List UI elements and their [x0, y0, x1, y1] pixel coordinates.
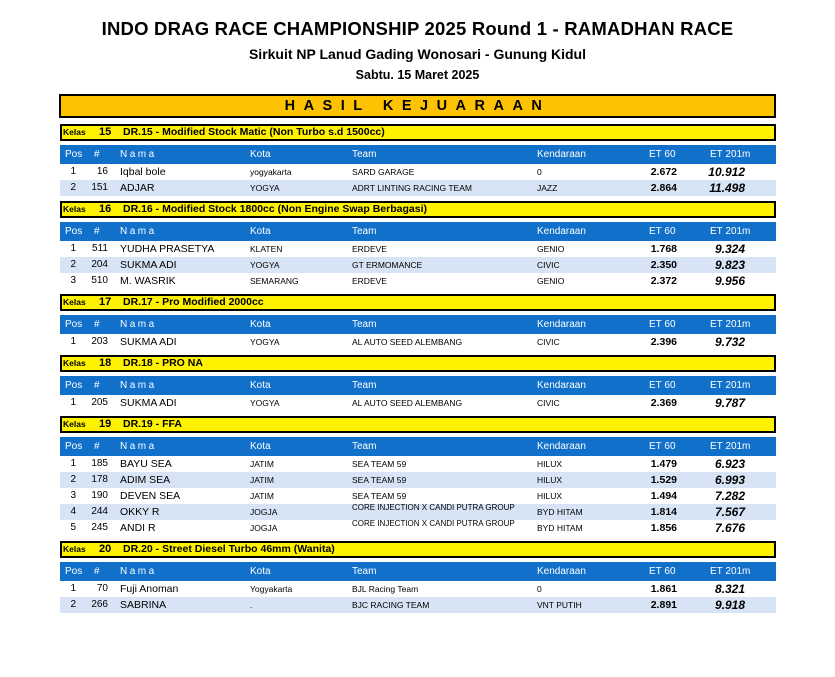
- class-section: [60, 416, 776, 536]
- col-team-cell: AL AUTO SEED ALEMBANG: [352, 398, 463, 408]
- col-kendaraan-cell: BYD HITAM: [537, 523, 583, 533]
- col-kota-cell: YOGYA: [250, 398, 280, 408]
- col-team-cell: SEA TEAM 59: [352, 459, 407, 469]
- column-header-row: [60, 145, 776, 164]
- col-kota-header: Kota: [250, 441, 271, 452]
- col-pos-header: Pos: [65, 566, 83, 577]
- col-pos-cell: 1: [70, 336, 76, 347]
- col-team-cell: ERDEVE: [352, 276, 387, 286]
- col-et201m-cell: 7.282: [714, 489, 745, 503]
- col-kota-header: Kota: [250, 319, 271, 330]
- col-et60-header: ET 60: [649, 226, 676, 237]
- class-bar: [60, 124, 776, 141]
- col-et201m-cell: 10.912: [708, 165, 745, 179]
- col-et201m-cell: 6.993: [714, 473, 745, 487]
- col-et201m-cell: 9.324: [714, 242, 745, 256]
- col-kendaraan-header: Kendaraan: [537, 319, 586, 330]
- class-name: DR.15 - Modified Stock Matic (Non Turbo s.d 1500cc): [123, 126, 385, 138]
- col-et60-header: ET 60: [649, 380, 676, 391]
- col-kendaraan-cell: CIVIC: [537, 337, 560, 347]
- col-kendaraan-cell: JAZZ: [537, 183, 558, 193]
- col-pos-cell: 4: [70, 506, 76, 517]
- col-et60-cell: 2.372: [650, 275, 677, 287]
- col-kendaraan-cell: CIVIC: [537, 398, 560, 408]
- col-kota-cell: YOGYA: [250, 260, 280, 270]
- class-number: 17: [99, 296, 112, 308]
- table-row: [60, 472, 776, 488]
- col-number-cell: 245: [91, 522, 108, 533]
- class-keyword: Kelas: [63, 297, 86, 307]
- col-pos-header: Pos: [65, 319, 83, 330]
- col-et201m-cell: 6.923: [714, 457, 745, 471]
- col-et60-cell: 1.856: [650, 522, 677, 534]
- table-row: [60, 180, 776, 196]
- col-nama-header: Nama: [120, 319, 157, 330]
- col-kota-cell: JATIM: [250, 459, 274, 469]
- class-name: DR.16 - Modified Stock 1800cc (Non Engine Swap Berbagasi): [123, 203, 427, 215]
- col-et201m-header: ET 201m: [710, 380, 751, 391]
- col-kota-header: Kota: [250, 226, 271, 237]
- column-header-row: [60, 376, 776, 395]
- col-team-header: Team: [352, 319, 377, 330]
- class-keyword: Kelas: [63, 204, 86, 214]
- table-row: [60, 520, 776, 536]
- col-number-header: #: [94, 319, 100, 330]
- col-number-cell: 244: [91, 506, 108, 517]
- col-number-header: #: [94, 149, 100, 160]
- col-team-cell: BJL Racing Team: [352, 584, 419, 594]
- col-nama-cell: BAYU SEA: [120, 458, 172, 470]
- col-kota-cell: SEMARANG: [250, 276, 299, 286]
- class-bar: [60, 355, 776, 372]
- col-kendaraan-cell: HILUX: [537, 459, 563, 469]
- class-keyword: Kelas: [63, 419, 86, 429]
- col-et201m-header: ET 201m: [710, 441, 751, 452]
- col-nama-cell: YUDHA PRASETYA: [120, 243, 215, 255]
- col-et201m-header: ET 201m: [710, 566, 751, 577]
- col-et201m-cell: 8.321: [714, 582, 745, 596]
- col-number-cell: 510: [91, 275, 108, 286]
- col-kota-cell: YOGYA: [250, 183, 280, 193]
- class-name: DR.17 - Pro Modified 2000cc: [123, 296, 264, 308]
- col-kota-cell: JATIM: [250, 491, 274, 501]
- class-bar: [60, 294, 776, 311]
- col-pos-cell: 5: [70, 522, 76, 533]
- col-et60-cell: 1.529: [650, 474, 677, 486]
- col-team-header: Team: [352, 441, 377, 452]
- class-section: [60, 294, 776, 350]
- table-row: [60, 488, 776, 504]
- table-row: [60, 456, 776, 472]
- col-team-header: Team: [352, 226, 377, 237]
- col-team-cell: AL AUTO SEED ALEMBANG: [352, 337, 463, 347]
- col-et201m-header: ET 201m: [710, 149, 751, 160]
- col-et60-cell: 1.814: [650, 506, 677, 518]
- col-pos-cell: 2: [70, 599, 76, 610]
- col-kendaraan-cell: CIVIC: [537, 260, 560, 270]
- results-sections: [60, 124, 776, 618]
- col-team-cell: ERDEVE: [352, 244, 387, 254]
- col-kota-cell: yogyakarta: [250, 167, 292, 177]
- col-nama-cell: SABRINA: [120, 599, 167, 611]
- col-nama-cell: OKKY R: [120, 506, 160, 518]
- col-nama-cell: ADJAR: [120, 182, 155, 194]
- col-nama-cell: ANDI R: [120, 522, 156, 534]
- col-number-header: #: [94, 441, 100, 452]
- col-kendaraan-cell: VNT PUTIH: [537, 600, 582, 610]
- col-nama-cell: SUKMA ADI: [120, 397, 177, 409]
- col-number-cell: 190: [91, 490, 108, 501]
- table-row: [60, 597, 776, 613]
- col-number-header: #: [94, 226, 100, 237]
- col-number-header: #: [94, 380, 100, 391]
- col-pos-cell: 3: [70, 490, 76, 501]
- col-kendaraan-header: Kendaraan: [537, 149, 586, 160]
- col-kota-header: Kota: [250, 380, 271, 391]
- col-et60-cell: 2.672: [650, 166, 677, 178]
- class-number: 20: [99, 543, 112, 555]
- col-kendaraan-cell: 0: [537, 167, 542, 177]
- col-et60-cell: 1.861: [650, 583, 677, 595]
- col-team-cell: SARD GARAGE: [352, 167, 415, 177]
- col-kota-cell: .: [250, 600, 253, 610]
- col-et201m-cell: 11.498: [709, 181, 745, 195]
- column-header-row: [60, 437, 776, 456]
- col-pos-cell: 1: [70, 397, 76, 408]
- col-et201m-header: ET 201m: [710, 319, 751, 330]
- col-pos-cell: 1: [70, 458, 76, 469]
- class-keyword: Kelas: [63, 127, 86, 137]
- table-row: [60, 241, 776, 257]
- table-row: [60, 504, 776, 520]
- class-section: [60, 124, 776, 196]
- column-header-row: [60, 315, 776, 334]
- col-number-cell: 266: [91, 599, 108, 610]
- col-kota-header: Kota: [250, 566, 271, 577]
- table-row: [60, 273, 776, 289]
- col-et201m-cell: 9.918: [714, 598, 745, 612]
- col-nama-cell: M. WASRIK: [120, 275, 176, 287]
- col-nama-cell: SUKMA ADI: [120, 259, 177, 271]
- col-team-cell: SEA TEAM 59: [352, 491, 407, 501]
- col-et60-cell: 2.891: [650, 599, 677, 611]
- col-kendaraan-cell: GENIO: [537, 244, 565, 254]
- col-et201m-cell: 7.567: [714, 505, 745, 519]
- col-team-header: Team: [352, 566, 377, 577]
- col-et201m-cell: 7.676: [714, 521, 745, 535]
- col-team-header: Team: [352, 380, 377, 391]
- col-number-cell: 151: [91, 182, 108, 193]
- col-number-cell: 185: [91, 458, 108, 469]
- table-row: [60, 334, 776, 350]
- col-pos-cell: 3: [70, 275, 76, 286]
- col-team-cell: ADRT LINTING RACING TEAM: [352, 183, 472, 193]
- col-et60-header: ET 60: [649, 566, 676, 577]
- class-bar: [60, 416, 776, 433]
- class-number: 19: [99, 418, 112, 430]
- class-section: [60, 355, 776, 411]
- col-nama-cell: Iqbal bole: [120, 166, 166, 178]
- col-number-header: #: [94, 566, 100, 577]
- col-et60-header: ET 60: [649, 149, 676, 160]
- column-header-row: [60, 562, 776, 581]
- col-kota-cell: KLATEN: [250, 244, 283, 254]
- col-pos-cell: 1: [70, 583, 76, 594]
- col-number-cell: 511: [92, 243, 108, 254]
- col-pos-cell: 2: [70, 474, 76, 485]
- class-bar: [60, 541, 776, 558]
- col-number-cell: 205: [91, 397, 108, 408]
- col-nama-header: Nama: [120, 441, 157, 452]
- class-section: [60, 201, 776, 289]
- col-nama-header: Nama: [120, 380, 157, 391]
- col-number-cell: 178: [91, 474, 108, 485]
- col-pos-cell: 1: [70, 243, 76, 254]
- col-et201m-cell: 9.732: [714, 335, 745, 349]
- class-bar: [60, 201, 776, 218]
- col-pos-header: Pos: [65, 226, 83, 237]
- col-et60-cell: 2.369: [650, 397, 677, 409]
- col-et201m-cell: 9.956: [714, 274, 745, 288]
- col-et60-header: ET 60: [649, 441, 676, 452]
- col-nama-header: Nama: [120, 566, 157, 577]
- col-pos-header: Pos: [65, 380, 83, 391]
- table-row: [60, 395, 776, 411]
- col-team-header: Team: [352, 149, 377, 160]
- event-date: Sabtu. 15 Maret 2025: [355, 68, 480, 82]
- col-nama-cell: ADIM SEA: [120, 474, 171, 486]
- col-pos-cell: 2: [70, 259, 76, 270]
- col-et60-cell: 2.864: [650, 182, 677, 194]
- col-team-cell: SEA TEAM 59: [352, 475, 407, 485]
- col-pos-header: Pos: [65, 441, 83, 452]
- col-kota-cell: JOGJA: [250, 523, 278, 533]
- page-title: INDO DRAG RACE CHAMPIONSHIP 2025 Round 1 - RAMADHAN RACE: [101, 18, 734, 39]
- col-number-cell: 70: [96, 583, 108, 594]
- col-kendaraan-cell: 0: [537, 584, 542, 594]
- class-number: 18: [99, 357, 112, 369]
- col-kendaraan-cell: BYD HITAM: [537, 507, 583, 517]
- col-number-cell: 204: [91, 259, 108, 270]
- col-nama-header: Nama: [120, 149, 157, 160]
- column-header-row: [60, 222, 776, 241]
- col-et60-cell: 1.768: [650, 243, 677, 255]
- col-et60-header: ET 60: [649, 319, 676, 330]
- col-nama-cell: Fuji Anoman: [120, 583, 179, 595]
- col-et60-cell: 1.494: [650, 490, 677, 502]
- col-kendaraan-header: Kendaraan: [537, 226, 586, 237]
- col-kota-cell: Yogyakarta: [250, 584, 293, 594]
- class-section: [60, 541, 776, 613]
- col-team-cell: BJC RACING TEAM: [352, 600, 430, 610]
- table-row: [60, 581, 776, 597]
- col-et201m-cell: 9.787: [714, 396, 745, 410]
- col-kota-cell: JOGJA: [250, 507, 278, 517]
- table-row: [60, 164, 776, 180]
- col-nama-cell: DEVEN SEA: [120, 490, 181, 502]
- col-pos-header: Pos: [65, 149, 83, 160]
- col-kota-cell: YOGYA: [250, 337, 280, 347]
- col-number-cell: 203: [91, 336, 108, 347]
- class-number: 15: [99, 126, 112, 138]
- table-row: [60, 257, 776, 273]
- class-name: DR.20 - Street Diesel Turbo 46mm (Wanita): [123, 543, 335, 555]
- col-team-cell: CORE INJECTION X CANDI PUTRA GROUP: [352, 519, 515, 528]
- col-kendaraan-cell: HILUX: [537, 491, 563, 501]
- col-kota-cell: JATIM: [250, 475, 274, 485]
- class-name: DR.18 - PRO NA: [123, 357, 203, 369]
- venue-subtitle: Sirkuit NP Lanud Gading Wonosari - Gunung Kidul: [248, 46, 587, 62]
- col-kota-header: Kota: [250, 149, 271, 160]
- col-et60-cell: 2.396: [650, 336, 677, 348]
- col-pos-cell: 1: [70, 166, 76, 177]
- results-banner: HASIL KEJUARAAN: [59, 94, 776, 118]
- col-number-cell: 16: [96, 166, 108, 177]
- class-name: DR.19 - FFA: [123, 418, 182, 430]
- col-pos-cell: 2: [70, 182, 76, 193]
- col-nama-header: Nama: [120, 226, 157, 237]
- col-et201m-header: ET 201m: [710, 226, 751, 237]
- col-kendaraan-header: Kendaraan: [537, 441, 586, 452]
- col-kendaraan-header: Kendaraan: [537, 566, 586, 577]
- class-keyword: Kelas: [63, 358, 86, 368]
- col-team-cell: GT ERMOMANCE: [352, 260, 423, 270]
- col-team-cell: CORE INJECTION X CANDI PUTRA GROUP: [352, 503, 515, 512]
- col-nama-cell: SUKMA ADI: [120, 336, 177, 348]
- col-kendaraan-header: Kendaraan: [537, 380, 586, 391]
- col-et60-cell: 1.479: [650, 458, 677, 470]
- col-et60-cell: 2.350: [650, 259, 677, 271]
- class-keyword: Kelas: [63, 544, 86, 554]
- class-number: 16: [99, 203, 112, 215]
- col-et201m-cell: 9.823: [714, 258, 745, 272]
- col-kendaraan-cell: HILUX: [537, 475, 563, 485]
- col-kendaraan-cell: GENIO: [537, 276, 565, 286]
